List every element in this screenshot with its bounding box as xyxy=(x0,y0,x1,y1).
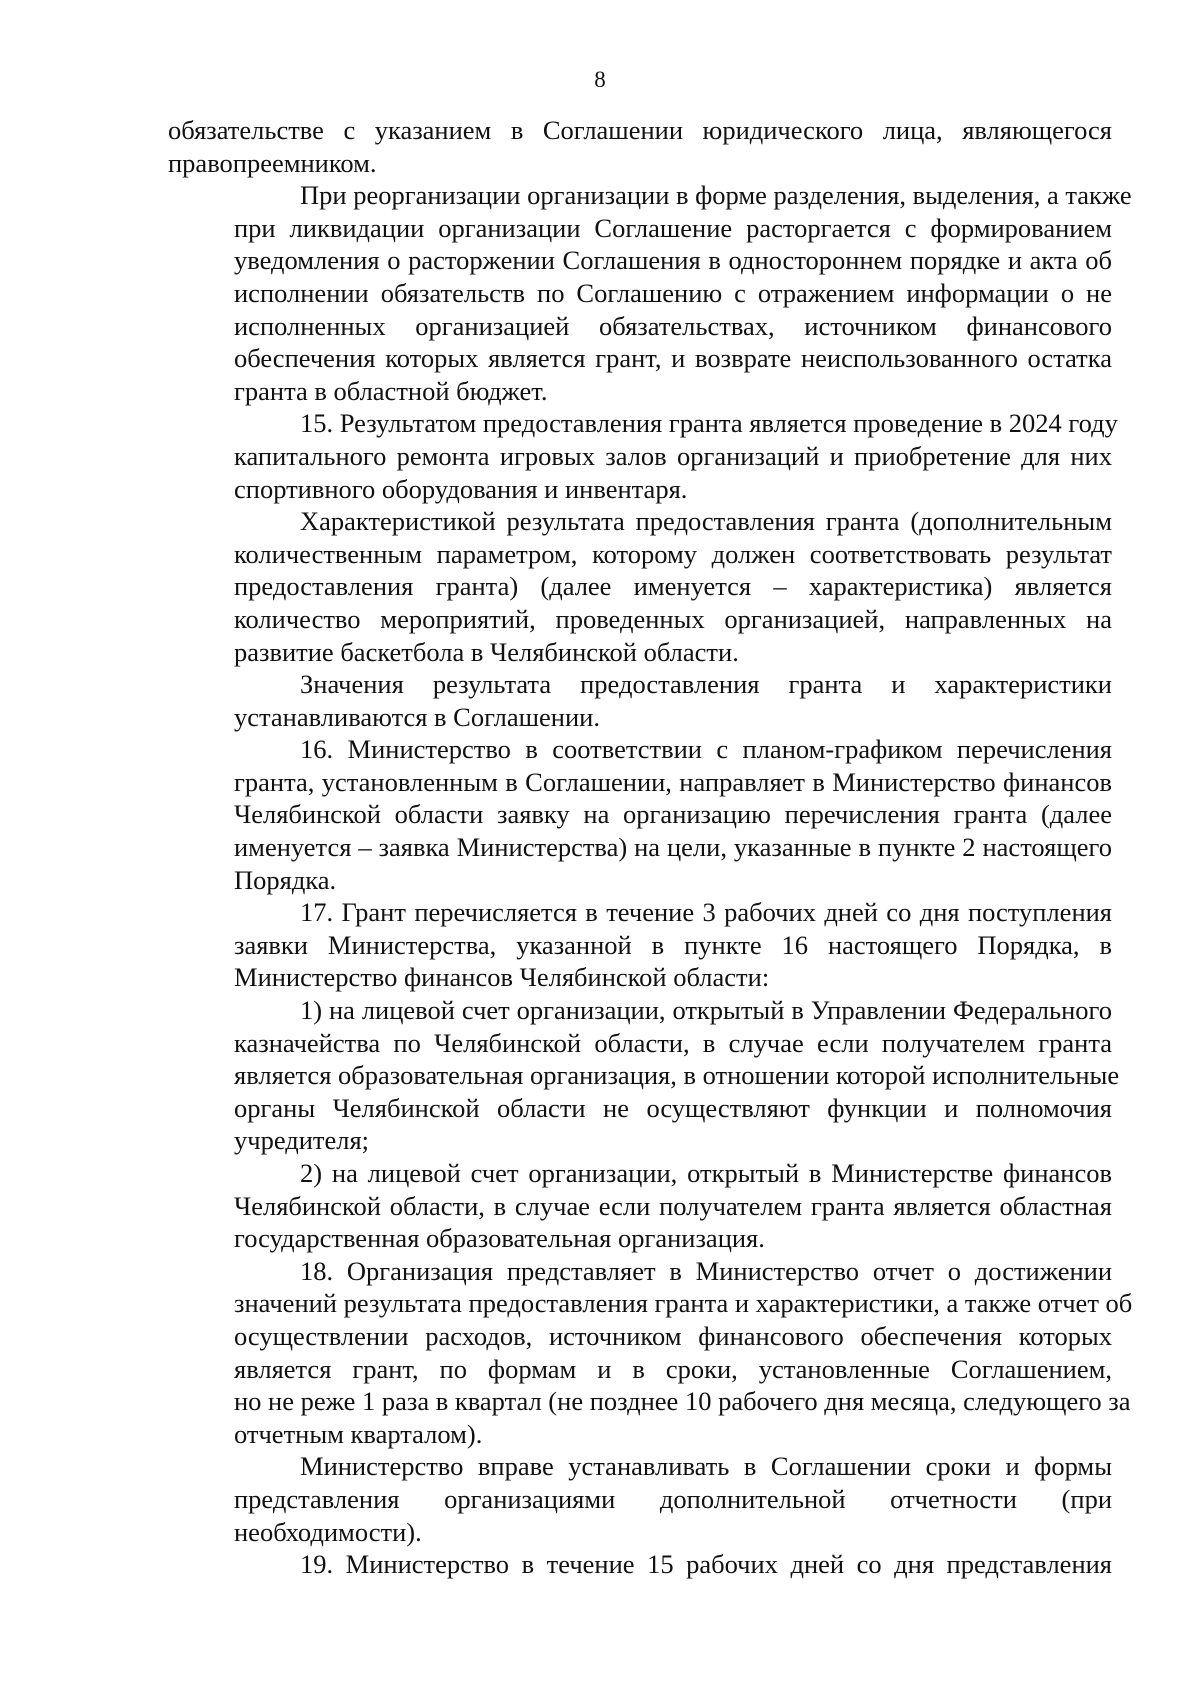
paragraph-item-15 xyxy=(168,407,1118,505)
text-line: Значения результата предоставления гранта и характеристики xyxy=(300,669,1112,700)
text-line: значений результата предоставления гранта и характеристики, а также отчет об xyxy=(234,1288,1133,1319)
text-line: количество мероприятий, проведенных организацией, направленных на xyxy=(234,603,1112,634)
paragraph-continuation xyxy=(168,114,1112,179)
text-line: предоставления гранта) (далее именуется – характеристика) является xyxy=(234,571,1112,602)
text-line: гранта в областной бюджет. xyxy=(234,375,548,406)
text-line: казначейства по Челябинской области, в случае если получателем гранта xyxy=(234,1027,1112,1058)
text-line: 15. Результатом предоставления гранта является проведение в 2024 году xyxy=(300,408,1118,439)
text-line: 19. Министерство в течение 15 рабочих дней со дня представления xyxy=(300,1549,1112,1580)
text-line: устанавливаются в Соглашении. xyxy=(234,701,600,732)
text-line: При реорганизации организации в форме разделения, выделения, а также xyxy=(300,180,1132,211)
text-line: 17. Грант перечисляется в течение 3 рабочих дней со дня поступления xyxy=(300,897,1112,928)
text-line: необходимости). xyxy=(234,1516,422,1547)
text-line: 18. Организация представляет в Министерство отчет о достижении xyxy=(300,1255,1112,1286)
text-line: обеспечения которых является грант, и возврате неиспользованного остатка xyxy=(234,343,1112,374)
paragraph-item-18 xyxy=(168,1255,1133,1451)
text-line: при ликвидации организации Соглашение расторгается с формированием xyxy=(234,212,1112,243)
text-line: 2) на лицевой счет организации, открытый в Министерстве финансов xyxy=(300,1158,1112,1188)
text-line: исполнении обязательств по Соглашению с отражением информации о не xyxy=(234,277,1112,308)
text-line: Челябинской области, в случае если получателем гранта является областная xyxy=(234,1190,1112,1221)
paragraph-item-16 xyxy=(168,733,1112,896)
text-line: гранта, установленным в Соглашении, направляет в Министерство финансов xyxy=(234,766,1112,797)
text-line: Характеристикой результата предоставления гранта (дополнительным xyxy=(300,506,1112,537)
paragraph-subitem-2 xyxy=(168,1157,1112,1255)
text-line: Министерство финансов Челябинской области: xyxy=(234,962,770,993)
text-line: развитие баскетбола в Челябинской области. xyxy=(234,636,739,667)
paragraph-reorganization xyxy=(168,179,1132,407)
paragraph-item-19 xyxy=(168,1548,1112,1581)
text-line: государственная образовательная организация. xyxy=(234,1223,765,1254)
text-line: является образовательная организация, в отношении которой исполнительные xyxy=(234,1060,1120,1091)
text-line: отчетным кварталом). xyxy=(234,1418,483,1449)
text-line: правопреемником. xyxy=(168,147,377,178)
text-line: осуществлении расходов, источником финансового обеспечения которых xyxy=(234,1320,1112,1351)
text-line: Челябинской области заявку на организацию перечисления гранта (далее xyxy=(234,799,1112,830)
text-line: учредителя; xyxy=(234,1125,370,1156)
paragraph-characteristic xyxy=(168,505,1112,668)
text-line: исполненных организацией обязательствах, источником финансового xyxy=(234,310,1112,341)
paragraph-additional-reporting xyxy=(168,1450,1112,1548)
text-line: 16. Министерство в соответствии с планом-графиком перечисления xyxy=(300,734,1112,765)
text-line: представления организациями дополнительной отчетности (при xyxy=(234,1483,1112,1514)
text-line: 1) на лицевой счет организации, открытый в Управлении Федерального xyxy=(300,995,1112,1026)
paragraph-subitem-1 xyxy=(168,994,1120,1157)
text-line: уведомления о расторжении Соглашения в одностороннем порядке и акта об xyxy=(234,245,1112,276)
text-line: но не реже 1 раза в квартал (не позднее 10 рабочего дня месяца, следующего за xyxy=(234,1386,1131,1417)
text-line: органы Челябинской области не осуществляют функции и полномочия xyxy=(234,1092,1112,1123)
text-line: Порядка. xyxy=(234,864,337,895)
text-line: капитального ремонта игровых залов организаций и приобретение для них xyxy=(234,440,1112,471)
document-body xyxy=(168,114,1133,1581)
text-line: спортивного оборудования и инвентаря. xyxy=(234,473,688,504)
text-line: является грант, по формам и в сроки, установленные Соглашением, xyxy=(234,1353,1112,1384)
paragraph-item-17 xyxy=(168,896,1112,994)
text-line: именуется – заявка Министерства) на цели, указанные в пункте 2 настоящего xyxy=(234,832,1112,863)
page-number: 8 xyxy=(594,67,606,92)
paragraph-values xyxy=(168,668,1112,733)
text-line: количественным параметром, которому должен соответствовать результат xyxy=(234,538,1112,569)
text-line: обязательстве с указанием в Соглашении юридического лица, являющегося xyxy=(168,115,1112,145)
text-line: Министерство вправе устанавливать в Соглашении сроки и формы xyxy=(300,1451,1112,1482)
text-line: заявки Министерства, указанной в пункте 16 настоящего Порядка, в xyxy=(234,929,1112,960)
